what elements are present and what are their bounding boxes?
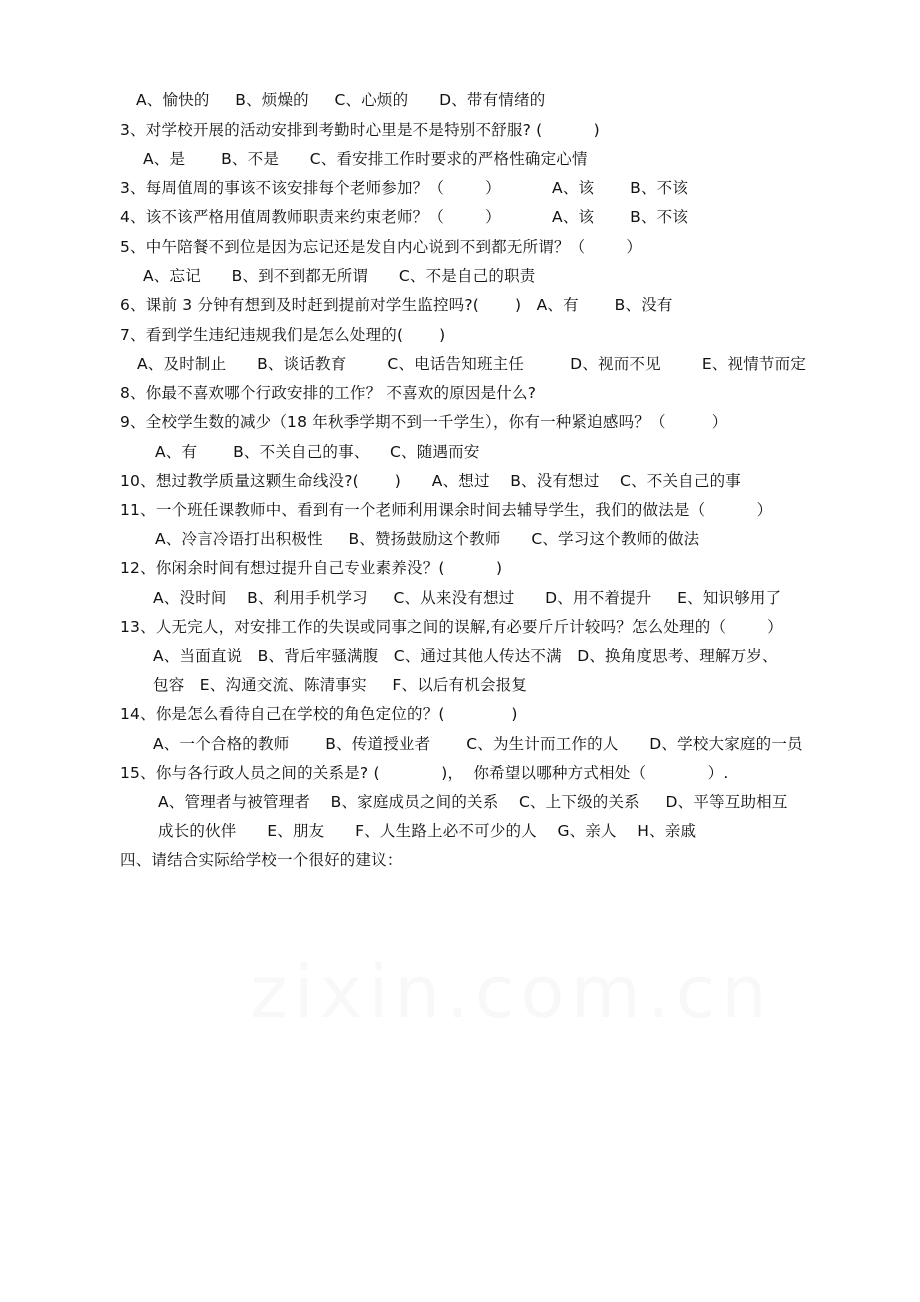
question-5: 5、中午陪餐不到位是因为忘记还是发自内心说到不到都无所谓？（ ） [120,238,643,256]
question-6: 6、课前 3 分钟有想到及时赶到提前对学生监控吗?( ) A、有 B、没有 [120,296,673,314]
section-4-heading: 四、请结合实际给学校一个很好的建议： [120,851,403,869]
question-3b: 3、每周值周的事该不该安排每个老师参加？（ ） A、该 B、不该 [120,179,689,197]
question-15: 15、你与各行政人员之间的关系是? ( )， 你希望以哪种方式相处（ ）. [120,764,729,782]
question-9-options: A、有 B、不关自己的事、 C、随遇而安 [155,443,480,461]
question-7-options: A、及时制止 B、谈话教育 C、电话告知班主任 D、视而不见 E、视情节而定 [137,355,807,373]
question-11: 11、一个班任课教师中、看到有一个老师利用课余时间去辅导学生，我们的做法是（ ） [120,501,773,519]
question-13-options: A、当面直说 B、背后牢骚满腹 C、通过其他人传达不满 D、换角度思考、理解万岁、 [153,647,778,665]
question-7: 7、看到学生违纪违规我们是怎么处理的( ) [120,326,446,344]
question-8: 8、你最不喜欢哪个行政安排的工作？ 不喜欢的原因是什么? [120,384,537,402]
question-2-options: A、愉快的 B、烦燥的 C、心烦的 D、带有情绪的 [136,91,546,109]
question-14: 14、你是怎么看待自己在学校的角色定位的？( ) [120,705,518,723]
question-13: 13、人无完人，对安排工作的失误或同事之间的误解,有必要斤斤计较吗？怎么处理的（ ） [120,618,783,636]
question-3a-options: A、是 B、不是 C、看安排工作时要求的严格性确定心情 [143,150,588,168]
question-12-options: A、没时间 B、利用手机学习 C、从来没有想过 D、用不着提升 E、知识够用了 [153,589,782,607]
question-11-options: A、冷言冷语打出积极性 B、赞扬鼓励这个教师 C、学习这个教师的做法 [155,530,700,548]
question-15-options: A、管理者与被管理者 B、家庭成员之间的关系 C、上下级的关系 D、平等互助相互 [158,793,788,811]
question-13-options-cont: 包容 E、沟通交流、陈清事实 F、以后有机会报复 [153,676,528,694]
question-4: 4、该不该严格用值周教师职责来约束老师？（ ） A、该 B、不该 [120,208,689,226]
question-15-options-cont: 成长的伙伴 E、朋友 F、人生路上必不可少的人 G、亲人 H、亲戚 [158,822,697,840]
question-3a: 3、对学校开展的活动安排到考勤时心里是不是特别不舒服? ( ) [120,121,600,139]
question-9: 9、全校学生数的减少（18 年秋季学期不到一千学生），你有一种紧迫感吗？（ ） [120,413,728,431]
question-14-options: A、一个合格的教师 B、传道授业者 C、为生计而工作的人 D、学校大家庭的一员 [153,735,803,753]
watermark [250,950,773,1034]
question-10: 10、想过教学质量这颗生命线没?( ) A、想过 B、没有想过 C、不关自己的事 [120,472,741,490]
question-12: 12、你闲余时间有想过提升自己专业素养没？( ) [120,559,503,577]
question-5-options: A、忘记 B、到不到都无所谓 C、不是自己的职责 [143,267,536,285]
